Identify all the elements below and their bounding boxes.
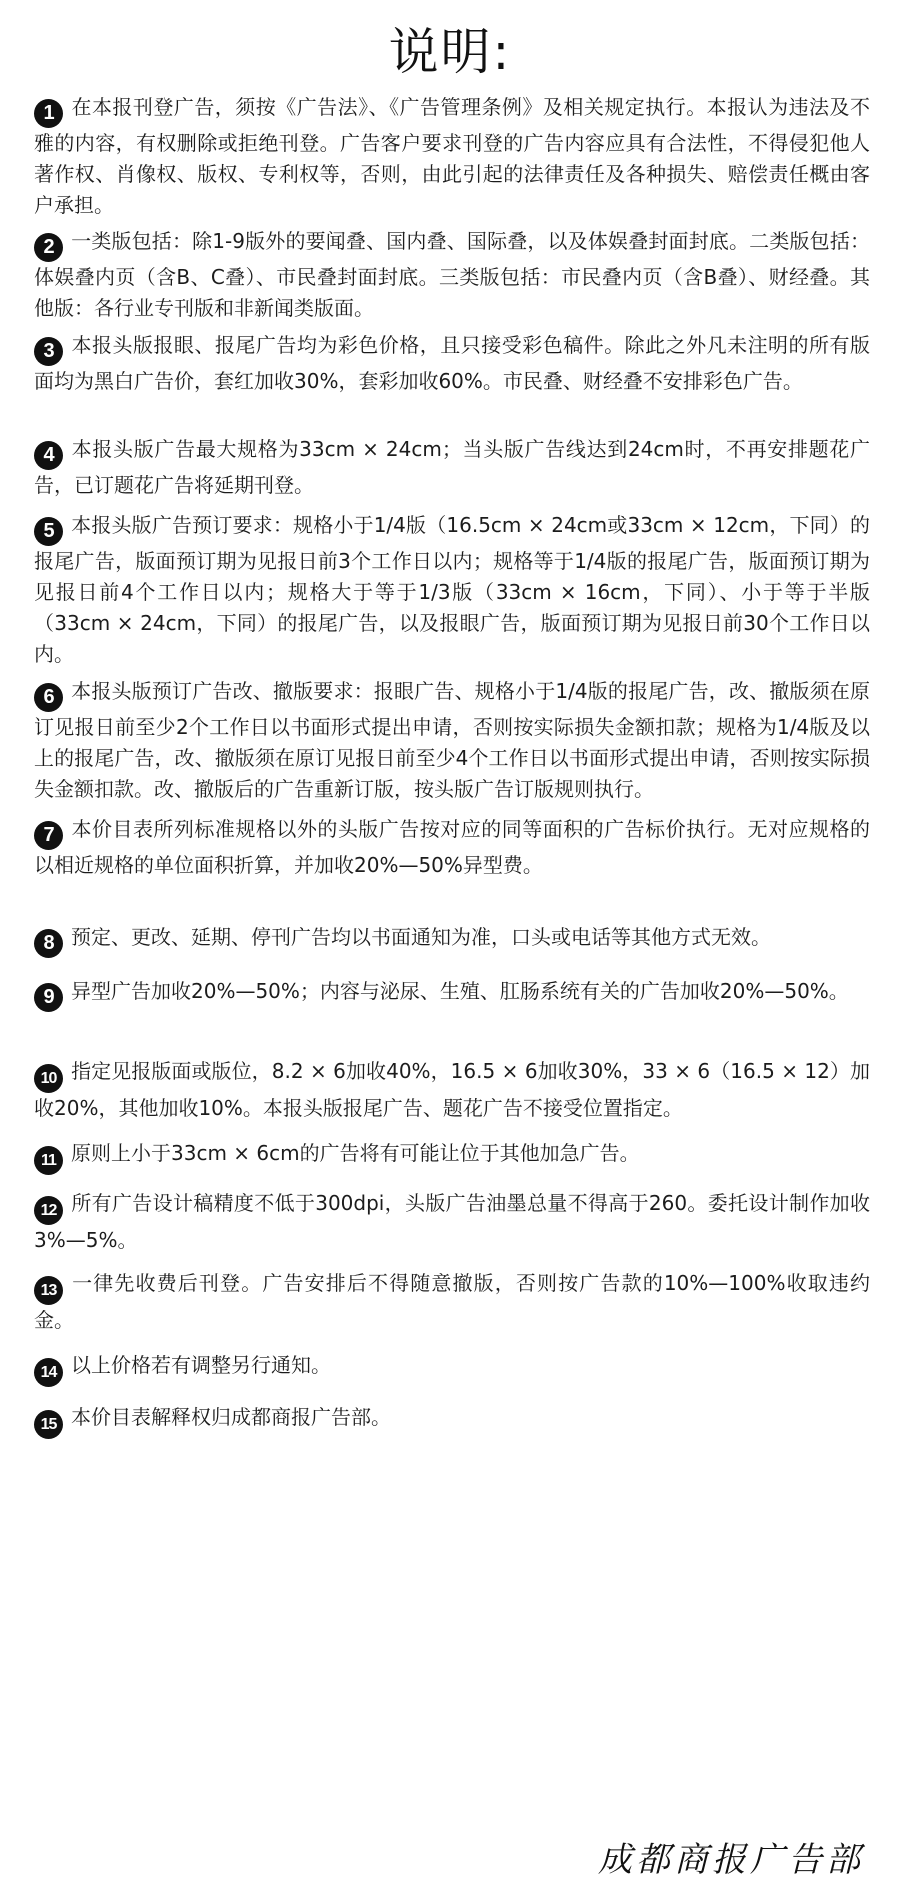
- page-title: 说明:: [388, 23, 512, 81]
- note-item-6: [34, 676, 870, 805]
- note-item-13: [34, 1268, 870, 1336]
- note-text: 本报头版广告最大规格为33cm × 24cm；当头版广告线达到24cm时，不再安排题花广告，已订题花广告将延期刊登。: [34, 437, 870, 497]
- number-badge: 2: [34, 233, 63, 262]
- note-text: 一类版包括：除1-9版外的要闻叠、国内叠、国际叠，以及体娱叠封面封底。二类版包括：体娱叠内页（含B、C叠）、市民叠封面封底。三类版包括：市民叠内页（含B叠）、财经叠。其他版：各行业专刊版和非新闻类版面。: [34, 229, 870, 320]
- note-item-7: [34, 814, 870, 881]
- note-text: 一律先收费后刊登。广告安排后不得随意撤版，否则按广告款的10%—100%收取违约金。: [34, 1271, 870, 1332]
- note-text: 所有广告设计稿精度不低于300dpi，头版广告油墨总量不得高于260。委托设计制作加收3%—5%。: [34, 1191, 870, 1252]
- note-text: 本价目表解释权归成都商报广告部。: [71, 1405, 391, 1429]
- note-text: 在本报刊登广告，须按《广告法》、《广告管理条例》及相关规定执行。本报认为违法及不雅的内容，有权删除或拒绝刊登。广告客户要求刊登的广告内容应具有合法性，不得侵犯他人著作权、肖像权、版权、专利权等，否则，由此引起的法律责任及各种损失、赔偿责任概由客户承担。: [34, 95, 870, 217]
- note-item-12: [34, 1188, 870, 1256]
- note-item-4: [34, 434, 870, 501]
- number-badge: 10: [34, 1064, 63, 1093]
- note-item-10: [34, 1056, 870, 1124]
- note-text: 本价目表所列标准规格以外的头版广告按对应的同等面积的广告标价执行。无对应规格的以相近规格的单位面积折算，并加收20%—50%异型费。: [34, 817, 870, 877]
- note-item-15: [34, 1402, 870, 1439]
- note-text: 本报头版预订广告改、撤版要求：报眼广告、规格小于1/4版的报尾广告，改、撤版须在原订见报日前至少2个工作日以书面形式提出申请，否则按实际损失金额扣款；规格为1/4版及以上的报尾广告，改、撤版须在原订见报日前至少4个工作日以书面形式提出申请，否则按实际损失金额扣款。改、撤版后的广告重新订版，按头版广告订版规则执行。: [34, 679, 870, 801]
- number-badge: 1: [34, 99, 63, 128]
- number-badge: 12: [34, 1196, 63, 1225]
- number-badge: 14: [34, 1358, 63, 1387]
- note-text: 本报头版广告预订要求：规格小于1/4版（16.5cm × 24cm或33cm × 12cm，下同）的报尾广告，版面预订期为见报日前3个工作日以内；规格等于1/4版的报尾广告，版面预订期为见报日前4个工作日以内；规格大于等于1/3版（33cm × 16cm，下同）、小于等于半版（33cm × 24cm，下同）的报尾广告，以及报眼广告，版面预订期为见报日前30个工作日以内。: [34, 513, 870, 666]
- note-text: 指定见报版面或版位，8.2 × 6加收40%，16.5 × 6加收30%，33 × 6（16.5 × 12）加收20%，其他加收10%。本报头版报尾广告、题花广告不接受位置指定。: [34, 1059, 870, 1120]
- note-item-5: [34, 510, 870, 670]
- note-text: 异型广告加收20%—50%；内容与泌尿、生殖、肛肠系统有关的广告加收20%—50%。: [71, 979, 849, 1003]
- department-signature: 成都商报广告部: [598, 1840, 864, 1880]
- number-badge: 6: [34, 683, 63, 712]
- note-text: 本报头版报眼、报尾广告均为彩色价格，且只接受彩色稿件。除此之外凡未注明的所有版面均为黑白广告价，套红加收30%，套彩加收60%。市民叠、财经叠不安排彩色广告。: [34, 333, 870, 393]
- note-item-9: [34, 976, 870, 1012]
- note-item-11: [34, 1138, 870, 1175]
- number-badge: 3: [34, 337, 63, 366]
- number-badge: 4: [34, 441, 63, 470]
- note-item-8: [34, 922, 870, 958]
- number-badge: 7: [34, 821, 63, 850]
- note-item-14: [34, 1350, 870, 1387]
- number-badge: 5: [34, 517, 63, 546]
- note-item-3: [34, 330, 870, 397]
- note-text: 原则上小于33cm × 6cm的广告将有可能让位于其他加急广告。: [71, 1141, 640, 1165]
- number-badge: 11: [34, 1146, 63, 1175]
- note-text: 以上价格若有调整另行通知。: [71, 1353, 331, 1377]
- number-badge: 9: [34, 983, 63, 1012]
- number-badge: 8: [34, 929, 63, 958]
- number-badge: 15: [34, 1410, 63, 1439]
- note-item-2: [34, 226, 870, 324]
- note-text: 预定、更改、延期、停刊广告均以书面通知为准，口头或电话等其他方式无效。: [71, 925, 771, 949]
- note-item-1: [34, 92, 870, 221]
- number-badge: 13: [34, 1276, 63, 1305]
